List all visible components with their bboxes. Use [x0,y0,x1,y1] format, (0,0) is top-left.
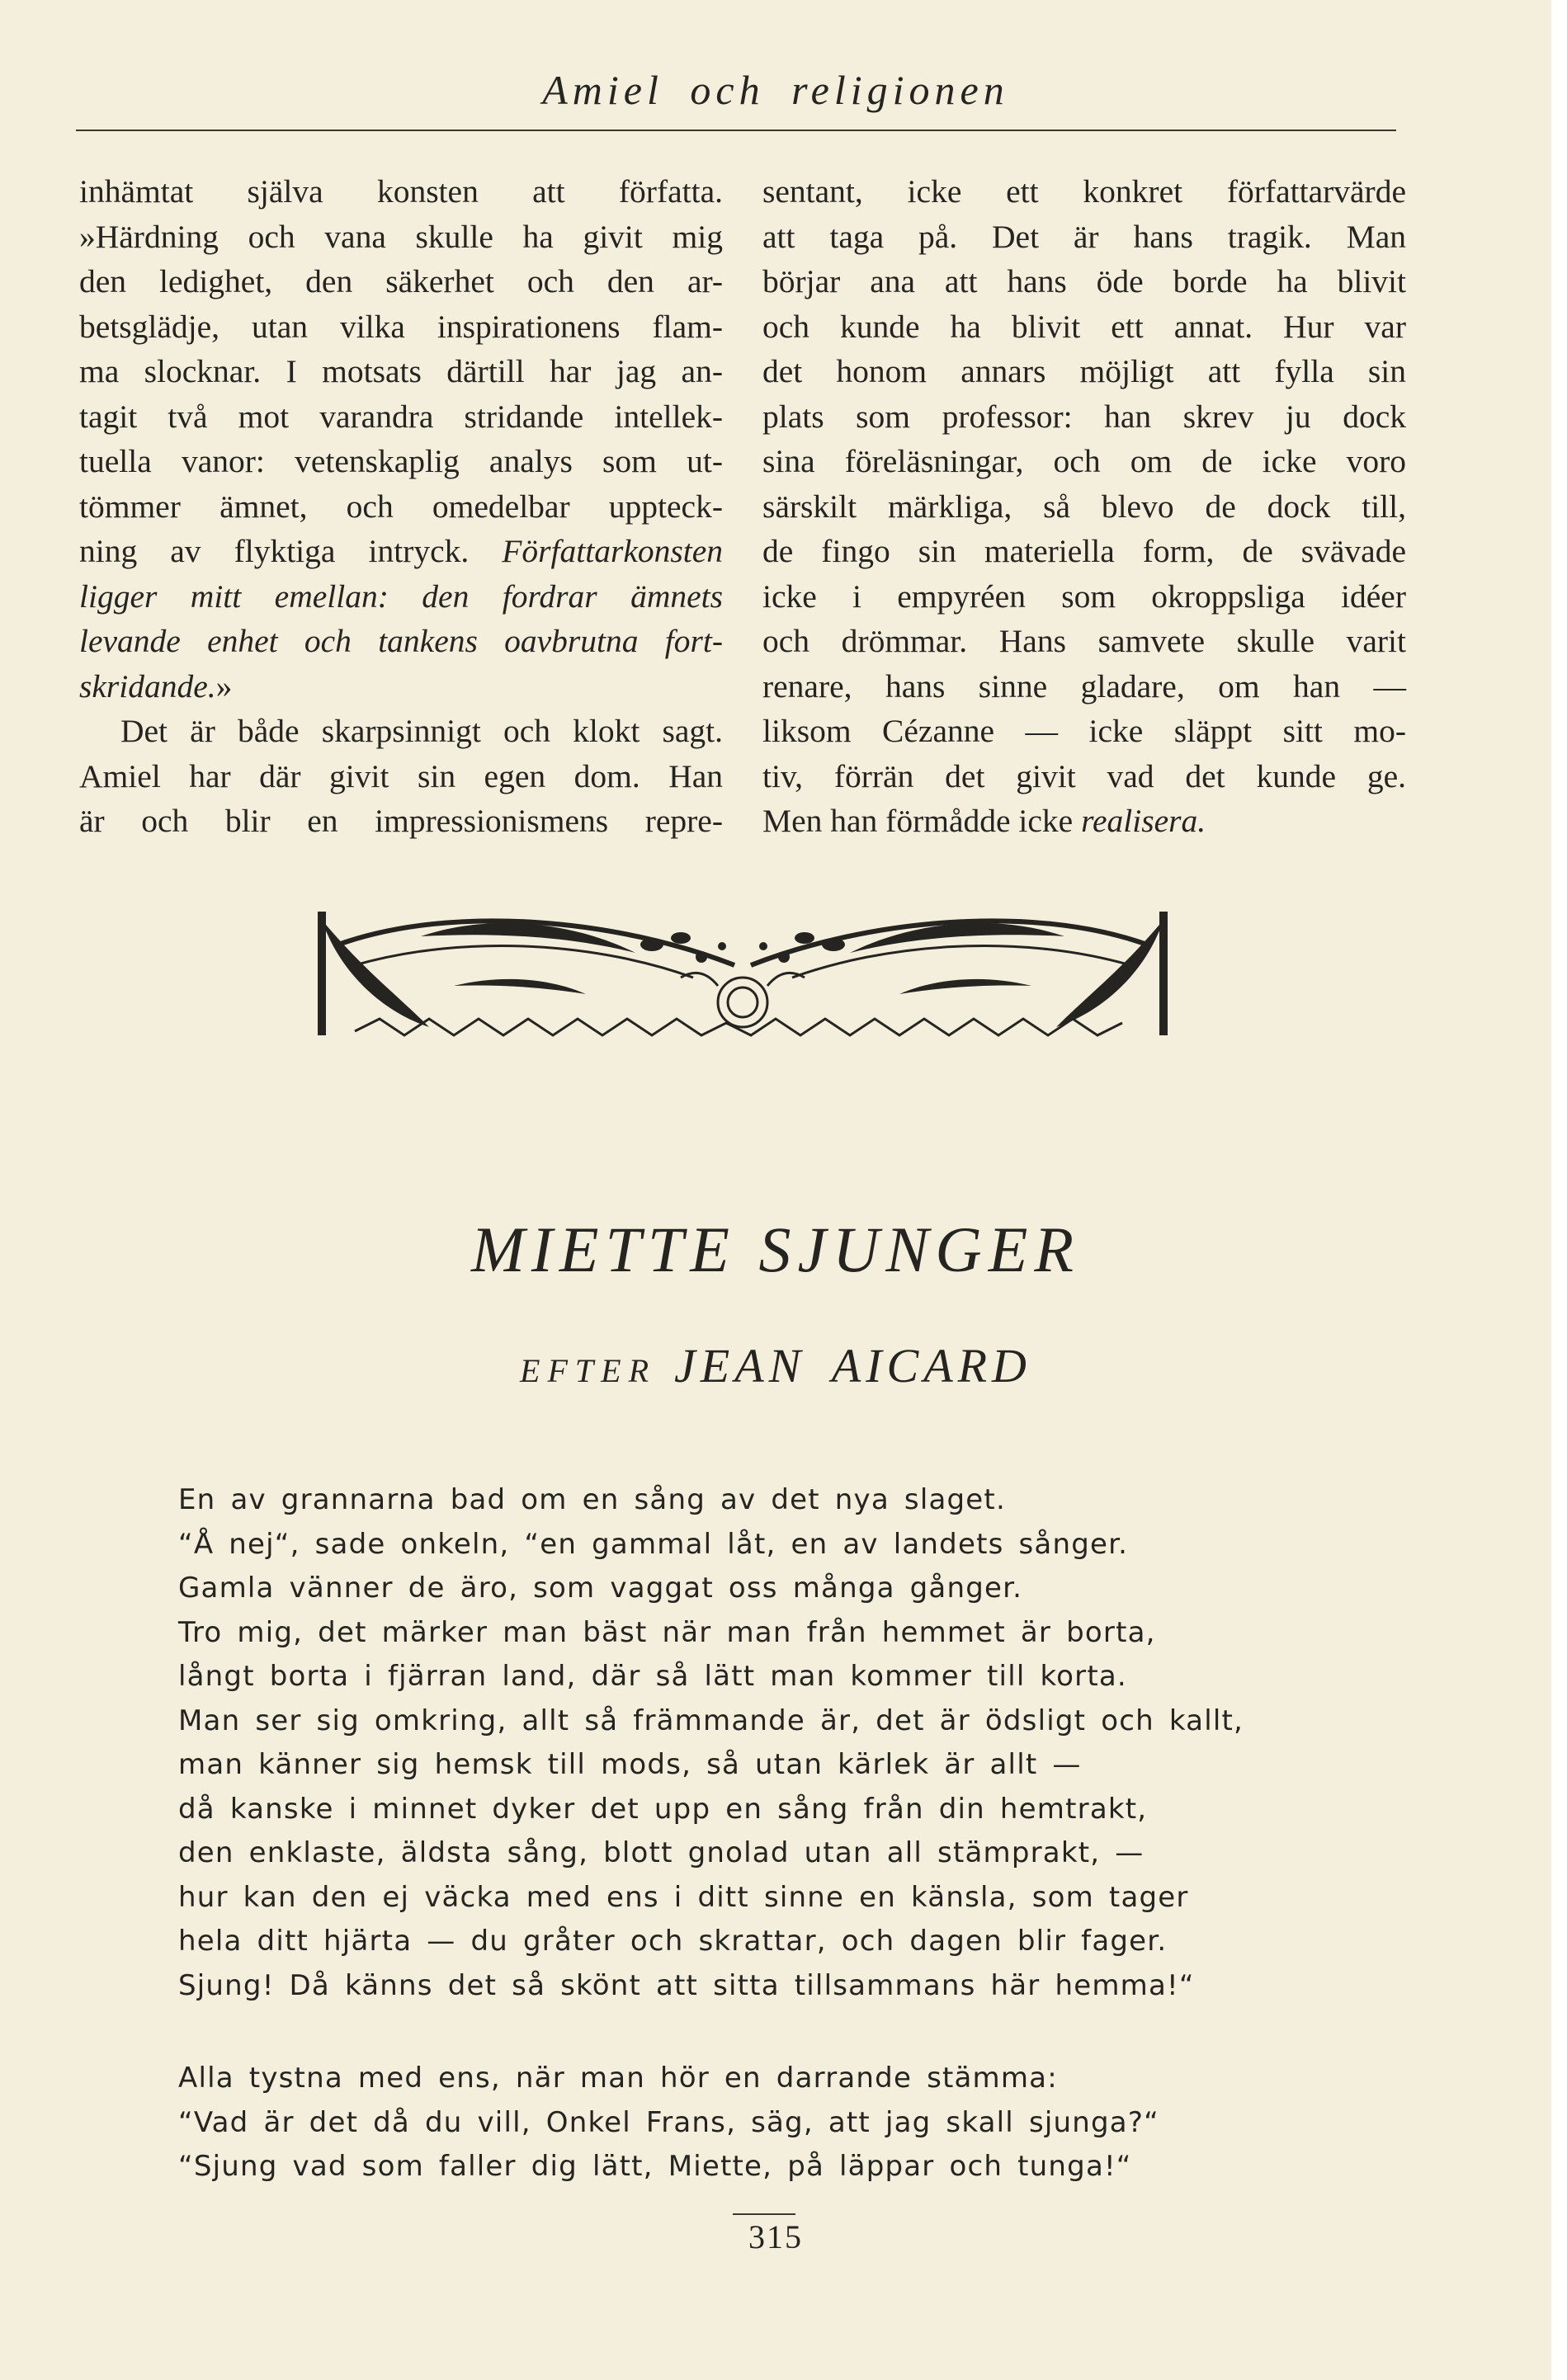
text-line: det honom annars möjligt att fylla sin [762,353,1406,389]
text-line: »Härdning och vana skulle ha givit mig [79,218,723,255]
verse-line: hur kan den ej väcka med ens i ditt sinne en känsla, som tager [178,1880,1189,1914]
text-line-italic: levande enhet och tankens oavbrutna fort- [79,623,723,659]
italic-fragment: realisera. [1081,803,1206,839]
text-line: sentant, icke ett konkret författarvärde [762,173,1406,210]
header-rule [76,130,1396,131]
text-line: tagit två mot varandra stridande intellek- [79,398,723,435]
verse-line: Gamla vänner de äro, som vaggat oss många gånger. [178,1572,1023,1605]
running-head: Amiel och religionen [542,67,1009,113]
verse-line: Sjung! Då känns det så skönt att sitta tillsammans här hemma!“ [178,1968,1195,2002]
text-line: inhämtat själva konsten att författa. [79,173,723,210]
page-number: 315 [748,2218,803,2255]
text-line: betsglädje, utan vilka inspirationens flam- [79,308,723,345]
text-line: icke i empyréen som okroppsliga idéer [762,577,1406,615]
folio-rule [733,2213,795,2215]
verse-line: man känner sig hemsk till mods, så utan kärlek är allt — [178,1748,1082,1781]
floral-headpiece-ornament-icon [305,887,1180,1052]
verse-line: hela ditt hjärta — du gråter och skrattar, och dagen blir fager. [178,1925,1168,1958]
text-line: sina föreläsningar, och om de icke voro [762,443,1406,479]
text-line: Det är både skarpsinnigt och klokt sagt. [120,713,723,749]
text-line-italic: ligger mitt emellan: den fordrar ämnets [79,577,723,615]
text-line: börjar ana att hans öde borde ha blivit [762,263,1406,299]
text-line: plats som professor: han skrev ju dock [762,398,1406,435]
text-line: ma slocknar. I motsats därtill har jag an- [79,353,723,389]
verse-line: den enklaste, äldsta sång, blott gnolad utan all stämprakt, — [178,1836,1145,1869]
verse-line: Alla tystna med ens, när man hör en darrande stämma: [178,2062,1058,2095]
verse-line: då kanske i minnet dyker det upp en sång från din hemtrakt, [178,1792,1148,1826]
text-line: tömmer ämnet, och omedelbar uppteck- [79,488,723,525]
text-line: de fingo sin materiella form, de svävade [762,533,1406,569]
poem-byline [0,1338,1551,1393]
text-line: och drömmar. Hans samvete skulle varit [762,623,1406,659]
text-line: renare, hans sinne gladare, om han — [762,667,1406,705]
verse-line: “Vad är det då du vill, Onkel Frans, säg, att jag skall sjunga?“ [178,2105,1159,2139]
byline-author: JEAN AICARD [674,1339,1031,1393]
text-fragment: ning av flyktiga intryck. [79,533,503,569]
verse-line: Man ser sig omkring, allt så främmande är, det är ödsligt och kallt, [178,1704,1244,1737]
poem-stanza [178,1478,1383,2008]
verse-line: långt borta i fjärran land, där så lätt man kommer till korta. [178,1660,1127,1693]
italic-fragment: skridande. [79,667,216,705]
text-column-right [762,169,1406,844]
closing-quote: » [215,667,233,705]
verse-line: En av grannarna bad om en sång av det nya slaget. [178,1483,1006,1516]
text-line: Amiel har där givit sin egen dom. Han [79,757,723,794]
poem-stanza [178,2057,1383,2189]
byline-prefix: EFTER [520,1352,657,1389]
text-line: tiv, förrän det givit vad det kunde ge. [762,757,1406,794]
text-line: särskilt märkliga, så blevo de dock till, [762,488,1406,525]
text-line: tuella vanor: vetenskaplig analys som ut- [79,443,723,479]
text-line: den ledighet, den säkerhet och den ar- [79,263,723,299]
text-line [762,799,1406,844]
italic-fragment: Författarkonsten [502,533,723,569]
text-line-italic [79,664,723,709]
text-column-left [79,169,723,844]
verse-line: “Sjung vad som faller dig lätt, Miette, på läppar och tunga!“ [178,2150,1132,2183]
poem-title: MIETTE SJUNGER [470,1214,1081,1285]
text-line: att taga på. Det är hans tragik. Man [762,218,1406,255]
text-line: och kunde ha blivit ett annat. Hur var [762,308,1406,345]
text-line: är och blir en impressionismens repre- [79,803,723,839]
text-fragment: Men han förmådde icke [762,803,1082,839]
verse-line: Tro mig, det märker man bäst när man från hemmet är borta, [178,1615,1156,1649]
text-line [79,529,723,574]
verse-line: “Å nej“, sade onkeln, “en gammal låt, en av landets sånger. [178,1527,1129,1561]
text-line: liksom Cézanne — icke släppt sitt mo- [762,713,1406,749]
